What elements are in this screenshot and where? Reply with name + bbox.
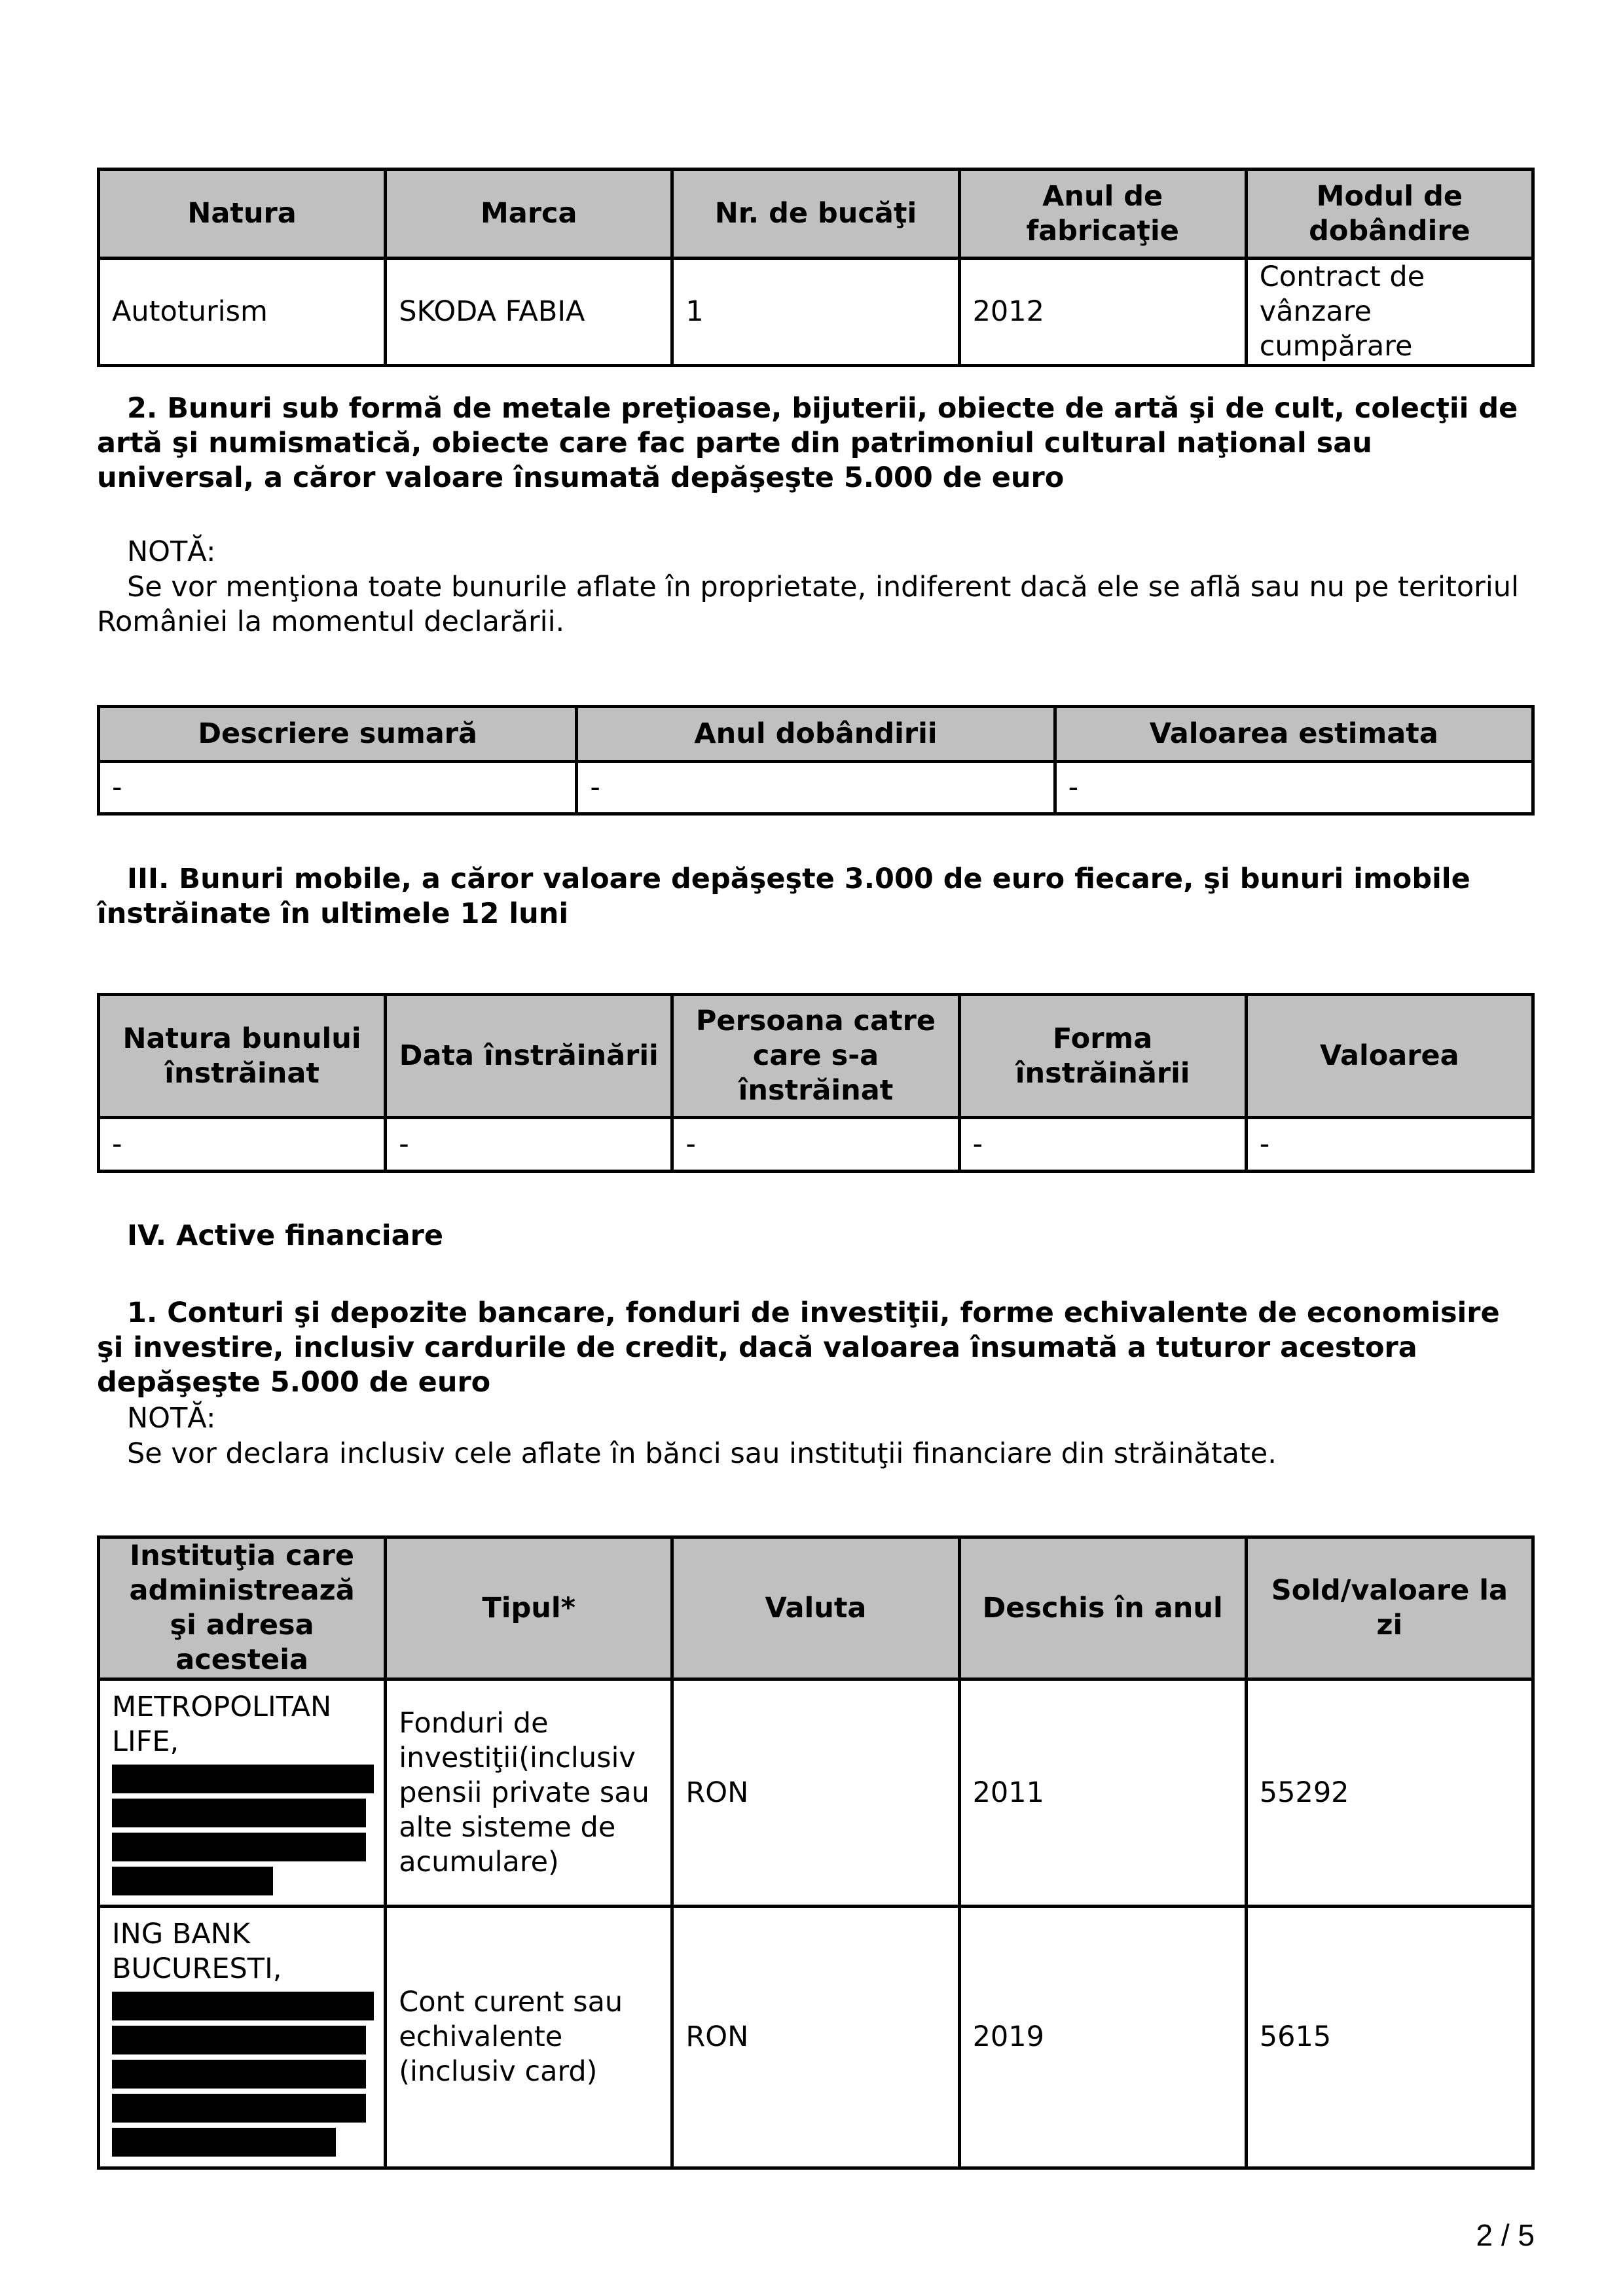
section-2-title: 2. Bunuri sub formă de metale preţioase, bijuterii, obiecte de artă şi de cult, colecţii de artă şi numismatică, obiecte care fac parte din patrimoniul cultural naţional sau universal, a căror valoare însumată depăşeşte 5.000 de euro [97, 392, 1518, 494]
table-cell: Cont curent sau echivalente (inclusiv card) [386, 1907, 672, 2168]
col-header-tipul: Tipul* [386, 1537, 672, 1679]
col-header-mod-dobandire: Modul de dobândire [1246, 170, 1533, 259]
table-cell: - [99, 762, 577, 814]
col-header-nr-bucati: Nr. de bucăţi [672, 170, 959, 259]
section-3-title: III. Bunuri mobile, a căror valoare depăşeşte 3.000 de euro fiecare, şi bunuri imobile înstrăinate în ultimele 12 luni [97, 863, 1470, 930]
col-header-marca: Marca [386, 170, 672, 259]
redacted-address [112, 2094, 366, 2123]
table-cell: RON [672, 1679, 959, 1907]
table-row [99, 1907, 1533, 2168]
institution-cell [99, 1679, 386, 1907]
table-cell: 5615 [1246, 1907, 1533, 2168]
redacted-address [112, 1992, 374, 2020]
col-header-natura: Natura [99, 170, 386, 259]
institution-name: ING BANK BUCURESTI, [112, 1918, 282, 1985]
col-header-valoarea: Valoarea [1246, 995, 1533, 1118]
table-cell: Contract de vânzare cumpărare [1246, 259, 1533, 366]
section-4-note-text: Se vor declara inclusiv cele aflate în bănci sau instituţii financiare din străinătate. [127, 1437, 1277, 1470]
table-row [99, 1118, 1533, 1172]
table-cell: 1 [672, 259, 959, 366]
redacted-address [112, 2060, 366, 2089]
table-cell: - [1246, 1118, 1533, 1172]
col-header-sold: Sold/valoare la zi [1246, 1537, 1533, 1679]
alienated-assets-table [97, 993, 1535, 1173]
col-header-deschis-in-anul: Deschis în anul [959, 1537, 1246, 1679]
section-4-note-label: NOTĂ: [127, 1402, 216, 1435]
table-row [99, 762, 1533, 814]
table-cell: SKODA FABIA [386, 259, 672, 366]
col-header-data-instrainarii: Data înstrăinării [386, 995, 672, 1118]
col-header-valoare: Valoarea estimata [1055, 707, 1533, 762]
page-number: 2 / 5 [1476, 2218, 1535, 2252]
table-row [99, 1679, 1533, 1907]
section-4-subtitle: 1. Conturi şi depozite bancare, fonduri de investiţii, forme echivalente de economisire şi investire, inclusiv cardurile de credit, dacă valoarea însumată a tuturor acestora depăşeşte 5.000 de euro [97, 1297, 1500, 1399]
table-cell: - [959, 1118, 1246, 1172]
section-4-title: IV. Active financiare [127, 1219, 443, 1252]
table-cell: 2019 [959, 1907, 1246, 2168]
table-cell: Fonduri de investiţii(inclusiv pensii private sau alte sisteme de acumulare) [386, 1679, 672, 1907]
table-cell: Autoturism [99, 259, 386, 366]
redacted-address [112, 1765, 374, 1793]
institution-name: METROPOLITAN LIFE, [112, 1691, 332, 1758]
table-row [99, 259, 1533, 366]
valuables-table [97, 705, 1535, 816]
table-cell: - [577, 762, 1055, 814]
col-header-institutia: Instituţia care administrează şi adresa acesteia [99, 1537, 386, 1679]
table-cell: 2012 [959, 259, 1246, 366]
redacted-address [112, 1799, 366, 1827]
table-cell: 2011 [959, 1679, 1246, 1907]
redacted-address [112, 2128, 336, 2157]
table-cell: - [672, 1118, 959, 1172]
col-header-natura-bunului: Natura bunului înstrăinat [99, 995, 386, 1118]
col-header-an-fabricatie: Anul de fabricaţie [959, 170, 1246, 259]
vehicles-table [97, 168, 1535, 367]
col-header-forma-instrainarii: Forma înstrăinării [959, 995, 1246, 1118]
col-header-descriere: Descriere sumară [99, 707, 577, 762]
table-cell: - [99, 1118, 386, 1172]
redacted-address [112, 1867, 273, 1895]
table-cell: 55292 [1246, 1679, 1533, 1907]
col-header-an-dobandire: Anul dobândirii [577, 707, 1055, 762]
institution-cell [99, 1907, 386, 2168]
table-cell: - [386, 1118, 672, 1172]
redacted-address [112, 2026, 366, 2054]
col-header-persoana: Persoana catre care s-a înstrăinat [672, 995, 959, 1118]
col-header-valuta: Valuta [672, 1537, 959, 1679]
section-2-note-text: Se vor menţiona toate bunurile aflate în proprietate, indiferent dacă ele se află sau nu pe teritoriul României la momentul declarării. [97, 571, 1519, 638]
table-cell: RON [672, 1907, 959, 2168]
section-2-note-label: NOTĂ: [127, 535, 216, 568]
accounts-table [97, 1535, 1535, 2170]
table-cell: - [1055, 762, 1533, 814]
redacted-address [112, 1833, 366, 1861]
